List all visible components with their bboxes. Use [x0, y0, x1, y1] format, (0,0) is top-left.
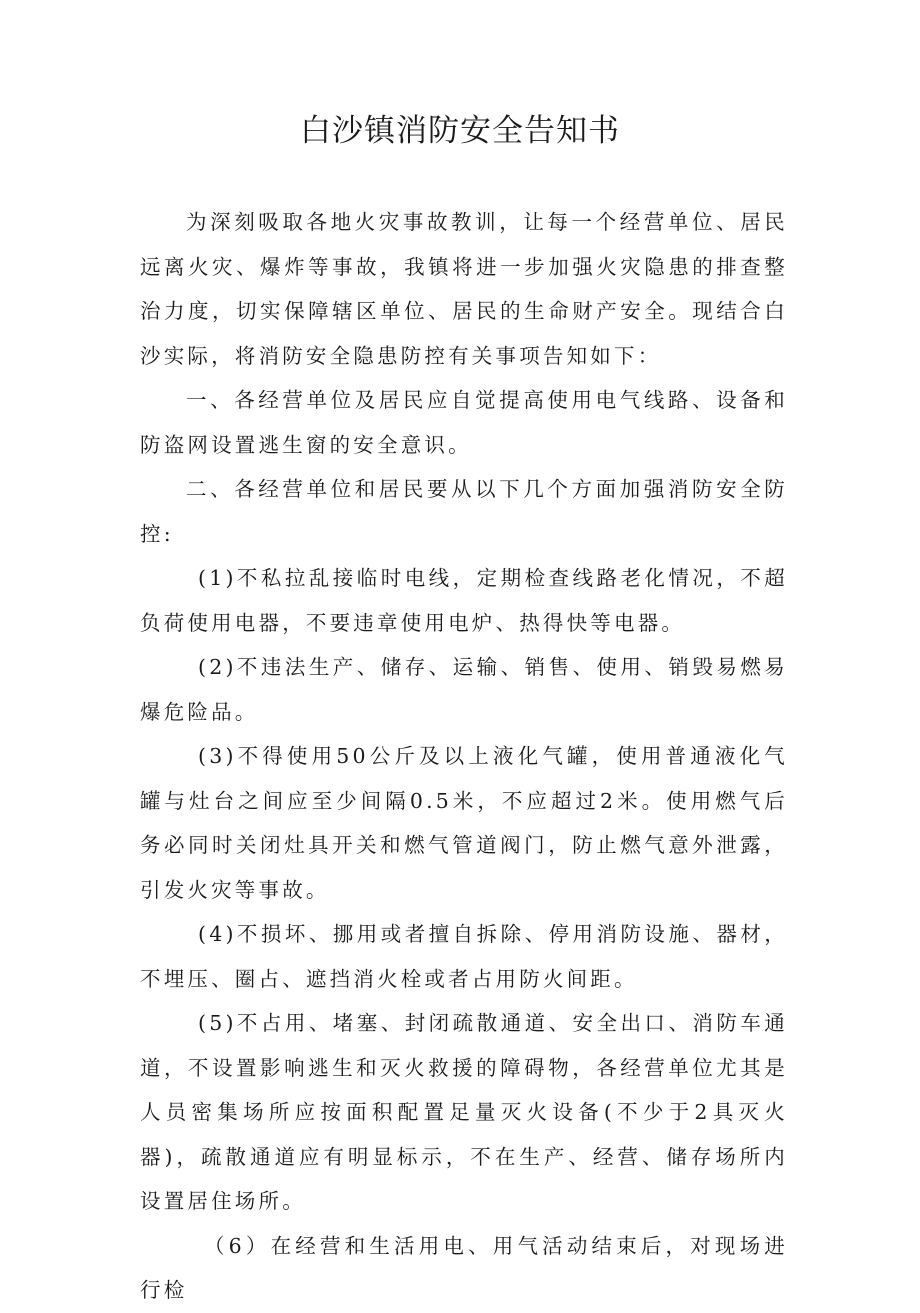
paragraph-item-3: (3)不得使用50公斤及以上液化气罐，使用普通液化气罐与灶台之间应至少间隔0.5米，不应超过2米。使用燃气后务必同时关闭灶具开关和燃气管道阀门，防止燃气意外泄露，引发火灾等事故。 [140, 744, 788, 902]
paragraph-item-5: (5)不占用、堵塞、封闭疏散通道、安全出口、消防车通道，不设置影响逃生和灭火救援的障碍物，各经营单位尤其是人员密集场所应按面积配置足量灭火设备(不少于2具灭火器)，疏散通道应有明显标示，不在生产、经营、储存场所内设置居住场所。 [140, 1011, 788, 1213]
paragraph-item-2: (2)不违法生产、储存、运输、销售、使用、销毁易燃易爆危险品。 [140, 655, 788, 724]
paragraph-section-2: 二、各经营单位和居民要从以下几个方面加强消防安全防控: [140, 477, 788, 546]
paragraph-item-6: （6）在经营和生活用电、用气活动结束后，对现场进行检 [140, 1233, 788, 1302]
paragraph-item-1: (1)不私拉乱接临时电线，定期检查线路老化情况，不超负荷使用电器，不要违章使用电炉、热得快等电器。 [140, 566, 788, 635]
paragraph-intro: 为深刻吸取各地火灾事故教训，让每一个经营单位、居民远离火灾、爆炸等事故，我镇将进一步加强火灾隐患的排查整治力度，切实保障辖区单位、居民的生命财产安全。现结合白沙实际，将消防安全隐患防控有关事项告知如下： [140, 210, 788, 368]
document-body [140, 200, 788, 1313]
paragraph-section-1: 一、各经营单位及居民应自觉提高使用电气线路、设备和防盗网设置逃生窗的安全意识。 [140, 388, 788, 457]
document-title: 白沙镇消防安全告知书 [300, 113, 620, 149]
paragraph-item-4: (4)不损坏、挪用或者擅自拆除、停用消防设施、器材，不埋压、圈占、遮挡消火栓或者占用防火间距。 [140, 922, 788, 991]
